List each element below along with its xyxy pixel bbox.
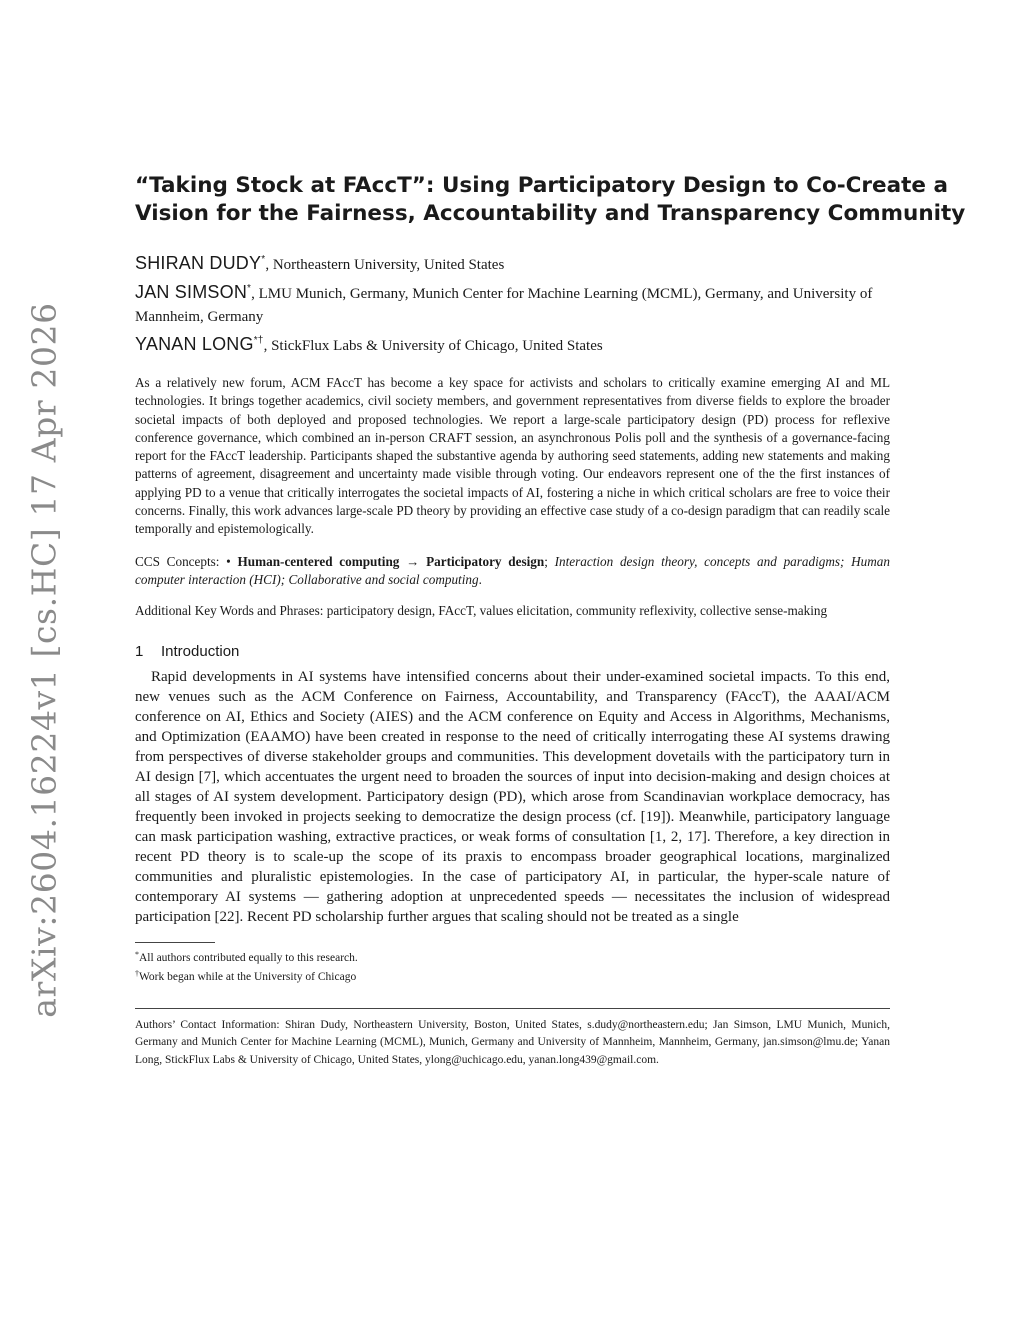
footnotes: [135, 947, 890, 986]
author-mark: *†: [253, 335, 264, 346]
footnote-divider: [135, 942, 215, 943]
author-mark: *: [247, 283, 252, 294]
paper-title-line-2: Vision for the Fairness, Accountability and Transparency Community: [135, 201, 966, 226]
paper-first-page: [135, 172, 966, 1080]
author-affiliation: , StickFlux Labs & University of Chicago, United States: [263, 338, 603, 354]
footnote: *All authors contributed equally to this research.: [135, 949, 358, 964]
author-affiliation: , LMU Munich, Germany, Munich Center for Machine Learning (MCML), Germany, and University of Mannheim, Germany: [135, 286, 873, 325]
author-affiliation: , Northeastern University, United States: [265, 257, 505, 273]
introduction-paragraph: Rapid developments in AI systems have intensified concerns about their under-examined societal impacts. To this end, new venues such as the ACM Conference on Fairness, Accountability, and Transparency (FAccT), the AAAI/ACM conference on AI, Ethics and Society (AIES) and the ACM conference on Equity and Access in Algorithms, Mechanisms, and Optimization (EAAMO) have been created in response to the need of critically interrogating these AI systems drawing from perspectives of diverse stakeholder groups and communities. This development dovetails with the participatory turn in AI design [7], which accentuates the urgent need to broaden the sources of input into decision-making and design choices at all stages of AI system development. Participatory design (PD), which arose from Scandinavian workplace democracy, has frequently been invoked in projects seeking to democratize the design process (cf. [19]). Meanwhile, participatory language can mask participation washing, extractive practices, or weak forms of consultation [1, 2, 17]. Therefore, a key direction in recent PD theory is to scale-up the scope of its praxis to encompass broader geographical locations, marginalized communities and pluralistic epistemologies. In the case of participatory AI, in particular, the hyper-scale nature of contemporary AI systems — gathering adoption at unprecedented speeds — necessitates the inclusion of widespread participation [22]. Recent PD scholarship further argues that scaling should not be treated as a single: [135, 668, 890, 925]
author-contact-information: Authors’ Contact Information: Shiran Dudy, Northeastern University, Boston, United States, s.dudy@northeastern.edu; Jan Simson, LMU Munich, Munich, Germany and Munich Center for Machine Learning (MCML), Munich, Germany and University of Mannheim, Mannheim, Germany, jan.simson@lmu.de; Yanan Long, StickFlux Labs & University of Chicago, United States, ylong@uchicago.edu, yanan.long439@gmail.com.: [135, 1018, 890, 1066]
footnote: †Work began while at the University of Chicago: [135, 969, 357, 984]
paper-title: [135, 172, 966, 228]
author-name: JAN SIMSON*: [135, 282, 252, 302]
author-entry: [135, 277, 890, 329]
ccs-other: Interaction design theory, concepts and paradigms; Human computer interaction (HCI); Collaborative and social computing: [135, 553, 890, 587]
author-mark: *: [261, 254, 266, 265]
abstract: As a relatively new forum, ACM FAccT has become a key space for activists and scholars to critically examine emerging AI and ML technologies. It brings together academics, civil society members, and government representatives from diverse fields to explore the broader societal impacts of both deployed and proposed technologies. We report a large-scale participatory design (PD) process for reflexive conference governance, which combined an in-person CRAFT session, an asynchronous Polis poll and the synthesis of a governance-facing report for the FAccT leadership. Participants shaped the substantive agenda by authoring seed statements, adding new statements and making patterns of agreement, disagreement and uncertainty made visible through voting. Our endeavors represent one of the the first instances of applying PD to a venue that critically interrogates the societal impacts of AI, fostering a niche in which critical scholars are free to voice their concerns. Finally, this work advances large-scale PD theory by providing an effective case study of a co-design paradigm that can readily scale temporally and epistemologically.: [135, 375, 890, 537]
ccs-secondary: Participatory design: [426, 553, 545, 569]
section-heading-introduction: [135, 641, 890, 663]
paper-title-line-1: “Taking Stock at FAccT”: Using Participatory Design to Co-Create a: [135, 173, 948, 198]
section-title: Introduction: [161, 642, 240, 660]
author-entry: [135, 329, 890, 358]
section-number: 1: [135, 642, 144, 660]
keywords: Additional Key Words and Phrases: participatory design, FAccT, values elicitation, community reflexivity, collective sense-making: [135, 603, 828, 619]
author-name: SHIRAN DUDY*: [135, 253, 266, 273]
arxiv-identifier-text: arXiv:2604.16224v1 [cs.HC] 17 Apr 2026: [24, 302, 64, 1018]
author-entry: [135, 248, 890, 277]
ccs-primary: Human-centered computing: [237, 553, 400, 569]
ccs-concepts: CCS Concepts: • Human-centered computing → Participatory design; Interaction design theory, concepts and paradigms; Human computer interaction (HCI); Collaborative and social computing.: [135, 553, 890, 587]
author-name: YANAN LONG*†: [135, 334, 264, 354]
author-list: [135, 248, 890, 358]
contact-divider: [135, 1008, 890, 1009]
